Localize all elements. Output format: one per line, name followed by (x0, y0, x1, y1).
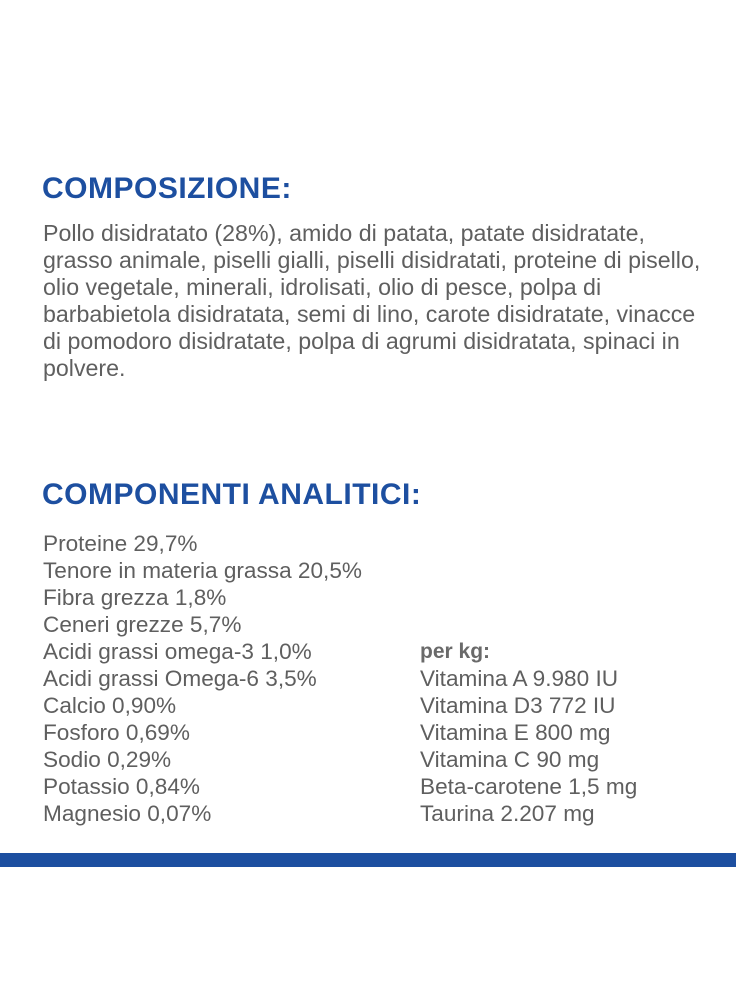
analytics-item: Fosforo 0,69% (43, 720, 190, 745)
vitamin-item: Beta-carotene 1,5 mg (420, 774, 638, 799)
composition-text: Pollo disidratato (28%), amido di patata, patate disidratate, grasso animale, piselli gialli, piselli disidratati, proteine di pisello, olio vegetale, minerali, idrolisati, olio di pesce, polpa di barbabietola disidratata, semi di lino, carote disidratate, vinacce di pomodoro disidratate, polpa di agrumi disidratata, spinaci in polvere. (43, 220, 701, 381)
analytics-heading: COMPONENTI ANALITICI: (42, 478, 422, 511)
analytics-item: Potassio 0,84% (43, 774, 200, 799)
vitamin-item: Vitamina A 9.980 IU (420, 666, 619, 691)
vitamin-item: Vitamina E 800 mg (420, 720, 611, 745)
vitamin-item: Vitamina C 90 mg (420, 747, 600, 772)
bottom-accent-band (0, 853, 736, 867)
analytics-item: Calcio 0,90% (43, 693, 177, 718)
analytics-item: Tenore in materia grassa 20,5% (43, 558, 362, 583)
analytics-item: Magnesio 0,07% (43, 801, 212, 826)
analytics-item: Sodio 0,29% (43, 747, 172, 772)
vitamin-item: Vitamina D3 772 IU (420, 693, 616, 718)
vitamins-list (420, 665, 637, 827)
analytics-list (43, 530, 362, 827)
analytics-item: Fibra grezza 1,8% (43, 585, 227, 610)
analytics-item: Acidi grassi Omega-6 3,5% (43, 666, 317, 691)
composition-heading: COMPOSIZIONE: (42, 172, 292, 205)
vitamin-item: Taurina 2.207 mg (420, 801, 595, 826)
analytics-item: Acidi grassi omega-3 1,0% (43, 639, 312, 664)
analytics-item: Proteine 29,7% (43, 531, 198, 556)
vitamins-heading: per kg: (420, 640, 491, 663)
analytics-item: Ceneri grezze 5,7% (43, 612, 242, 637)
